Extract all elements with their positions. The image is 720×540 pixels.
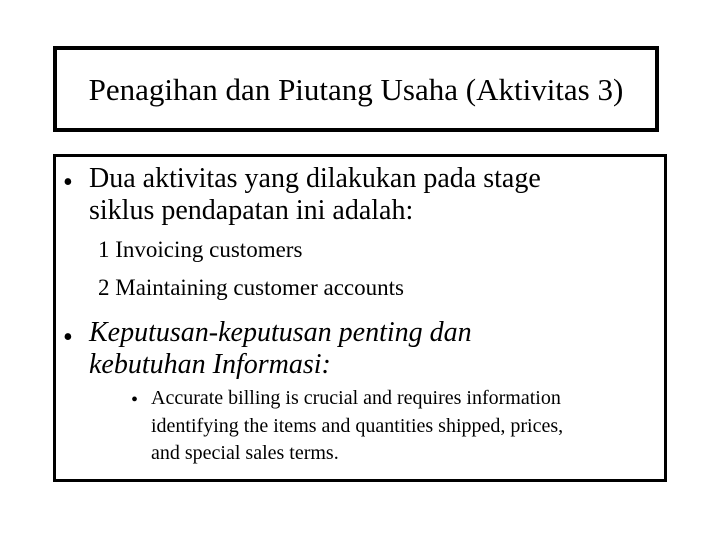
sub-bullet-line-1: Accurate billing is crucial and requires information [151,387,561,409]
content-box [53,154,667,482]
bullet-1-line-2: siklus pendapatan ini adalah: [89,195,414,226]
title-box [53,46,659,132]
bullet-marker-1: • [63,167,73,198]
sub-bullet-line-3: and special sales terms. [151,442,339,464]
bullet-1-line-1: Dua aktivitas yang dilakukan pada stage [89,163,541,194]
list-item-maintaining: 2 Maintaining customer accounts [98,275,404,300]
bullet-marker-2: • [63,322,73,353]
list-item-invoicing: 1 Invoicing customers [98,237,303,262]
sub-bullet-marker: • [131,389,139,411]
slide-title: Penagihan dan Piutang Usaha (Aktivitas 3) [88,72,624,107]
sub-bullet-line-2: identifying the items and quantities shipped, prices, [151,415,564,437]
bullet-2-line-2: kebutuhan Informasi: [89,349,331,380]
bullet-2-line-1: Keputusan-keputusan penting dan [89,317,472,348]
